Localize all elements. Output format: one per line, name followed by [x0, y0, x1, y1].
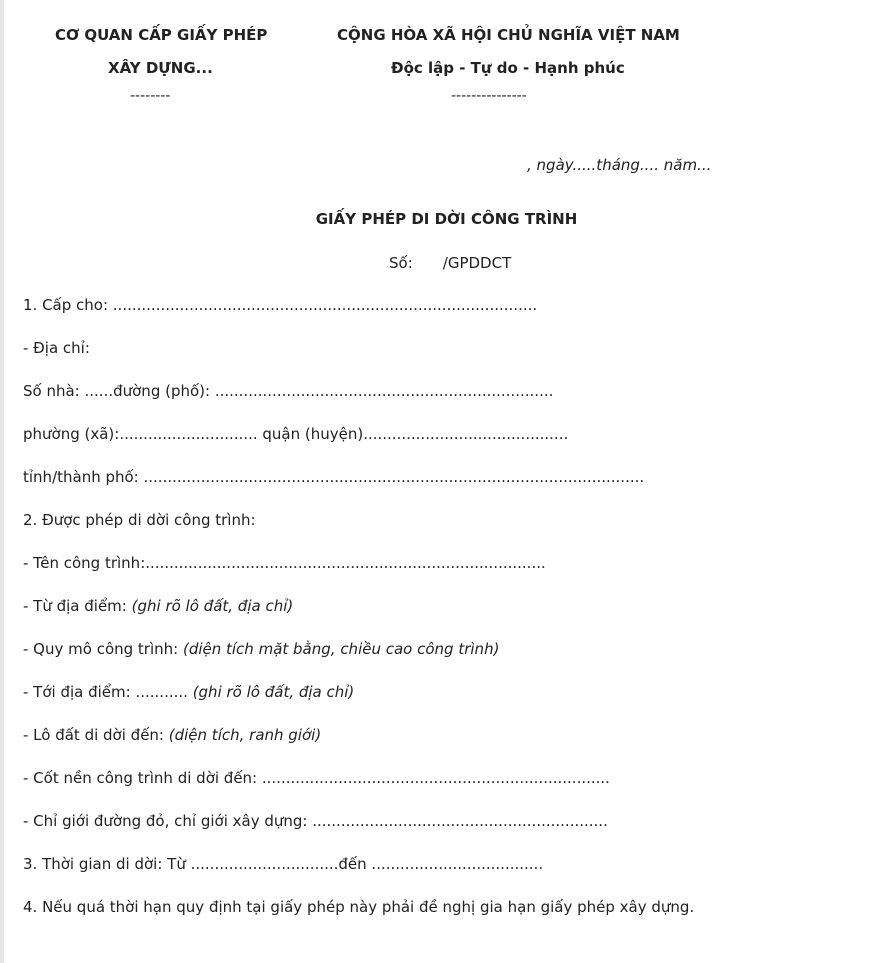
field-foundation-level: - Cốt nền công trình di dời đến: ......................................................................... [23, 769, 610, 787]
left-divider: -------- [130, 88, 171, 104]
field-project-name: - Tên công trình:.................................................................................... [23, 554, 546, 572]
document-number-suffix: /GPDDCT [442, 254, 512, 272]
field-destination-lot: - Lô đất di dời đến: (diện tích, ranh giới) [23, 726, 322, 744]
field-province-city: tỉnh/thành phố: ......................................................................................................... [23, 468, 645, 486]
clause-extension: 4. Nếu quá thời hạn quy định tại giấy phép này phải đề nghị gia hạn giấy phép xây dựng. [23, 898, 695, 916]
issuing-agency-line1: CƠ QUAN CẤP GIẤY PHÉP [55, 26, 268, 44]
national-title: CỘNG HÒA XÃ HỘI CHỦ NGHĨA VIỆT NAM [337, 26, 680, 44]
right-divider: --------------- [451, 88, 527, 104]
field-relocation-time: 3. Thời gian di dời: Từ ...............................đến .................................... [23, 855, 544, 873]
section-relocation-permit: 2. Được phép di dời công trình: [23, 511, 256, 529]
field-project-scale: - Quy mô công trình: (diện tích mặt bằng, chiều cao công trình) [23, 640, 500, 658]
date-line: , ngày.....tháng.... năm... [527, 156, 712, 174]
field-house-street: Số nhà: ......đường (phố): ....................................................................... [23, 382, 554, 400]
document-number [389, 254, 511, 272]
field-to-location: - Tới địa điểm: ........... (ghi rõ lô đất, địa chỉ) [23, 683, 355, 701]
document-number-label: Số: [389, 254, 413, 272]
document-title: GIẤY PHÉP DI DỜI CÔNG TRÌNH [315, 210, 578, 228]
national-motto: Độc lập - Tự do - Hạnh phúc [391, 59, 625, 77]
field-issued-to: 1. Cấp cho: ......................................................................................... [23, 296, 538, 314]
field-ward-district: phường (xã):............................. quận (huyện)........................................... [23, 425, 569, 443]
field-address: - Địa chỉ: [23, 339, 90, 357]
field-boundary-lines: - Chỉ giới đường đỏ, chỉ giới xây dựng: .............................................................. [23, 812, 608, 830]
field-from-location: - Từ địa điểm: (ghi rõ lô đất, địa chỉ) [23, 597, 294, 615]
issuing-agency-line2: XÂY DỰNG... [108, 59, 213, 77]
